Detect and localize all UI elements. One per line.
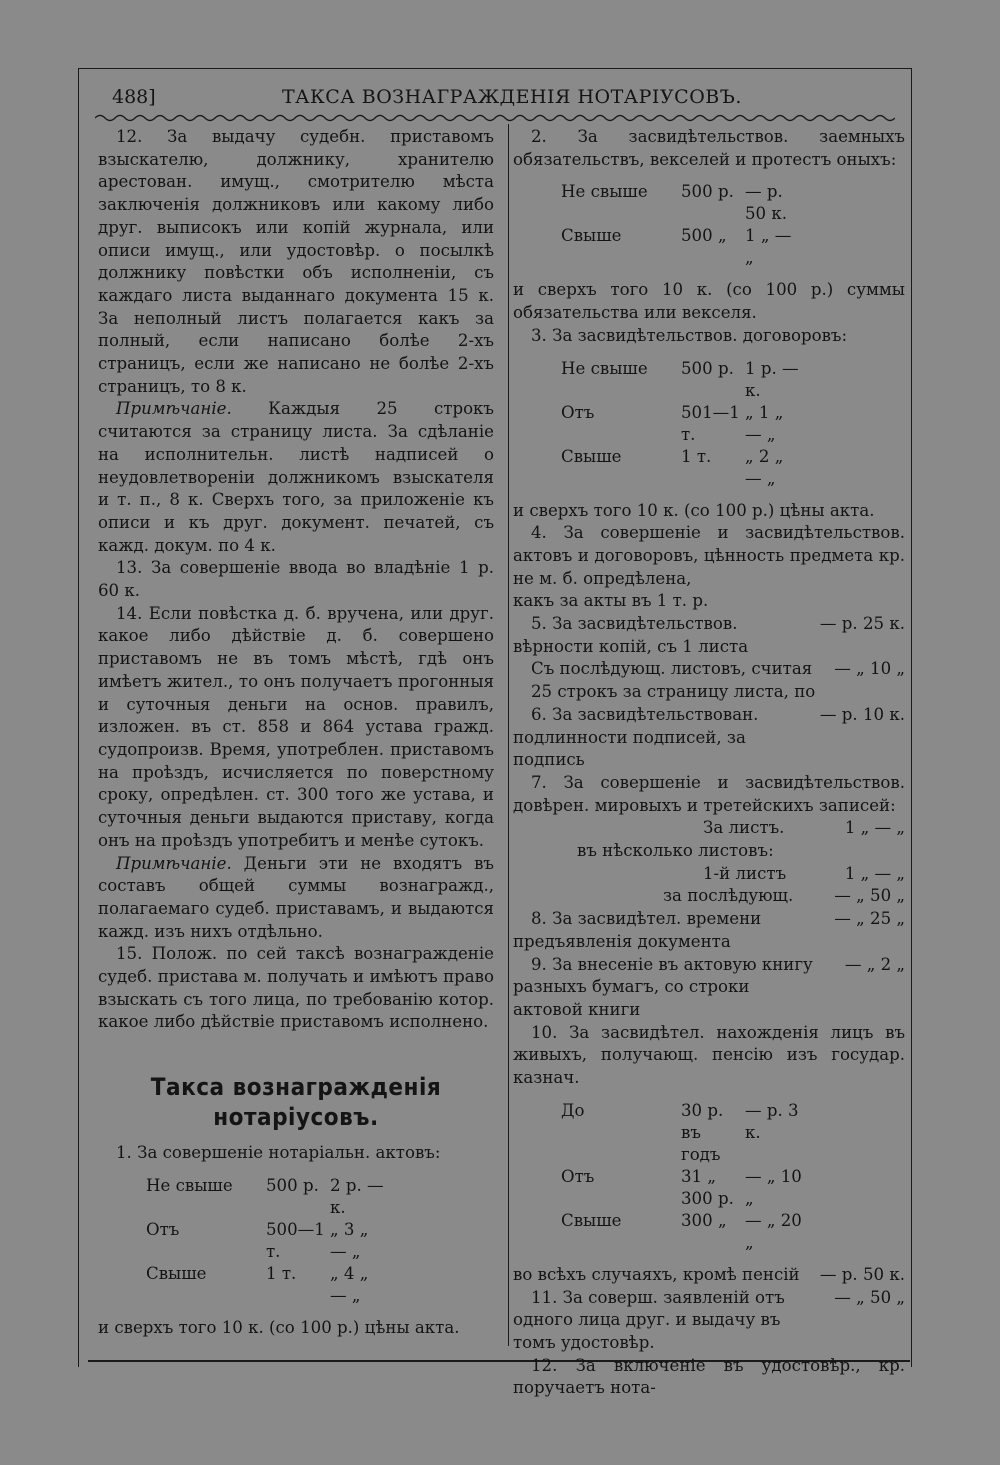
left-column xyxy=(98,126,494,1340)
tariff-7: 7. За совершеніе и засвидѣтельствов. довѣрен. мировыхъ и третейскихъ записей: xyxy=(513,772,905,815)
tariff-text: 11. За соверш. заявленій отъ одного лица друг. и выдачу въ томъ удостовѣр. xyxy=(513,1287,785,1352)
tariff-5a xyxy=(513,613,905,658)
rate-row xyxy=(146,1219,494,1263)
rate-fee: — „ 20 „ xyxy=(745,1210,802,1252)
rate-row xyxy=(561,225,905,269)
rate-amount: 30 р. въ годъ xyxy=(681,1100,724,1164)
tariff-text: во всѣхъ случаяхъ, кромѣ пенсій xyxy=(513,1264,800,1284)
tariff-text: 9. За внесеніе въ актовую книгу разныхъ бумагъ, со строки актовой книги xyxy=(513,954,813,1019)
tariff-value: — р. 25 к. xyxy=(819,614,905,634)
tariff-text: за послѣдующ. xyxy=(663,886,794,906)
rate-label: Свыше xyxy=(561,446,622,466)
tariff-4-tail: какъ за акты въ 1 т. р. xyxy=(513,591,709,611)
rate-fee: 1 р. — к. xyxy=(745,358,799,400)
rate-amount: 501—1 т. xyxy=(681,402,740,444)
rate-amount: 500 р. xyxy=(681,358,734,378)
rate-row xyxy=(561,1166,905,1210)
rate-label: Отъ xyxy=(146,1219,180,1239)
note-1 xyxy=(98,398,494,557)
rate-row xyxy=(561,1210,905,1254)
rate-label: Не свыше xyxy=(561,182,648,202)
rate-label: Отъ xyxy=(561,402,595,422)
tariff-value: — „ 50 „ xyxy=(834,1287,905,1307)
tariff-value: — р. 50 к. xyxy=(819,1264,905,1284)
rate-amount: 500 р. xyxy=(681,182,734,202)
tariff-2-table xyxy=(561,181,905,269)
tariff-text: За листъ. xyxy=(703,818,785,838)
tariff-text: 5. За засвидѣтельствов. вѣрности копій, съ 1 листа xyxy=(513,614,749,656)
rate-label: Отъ xyxy=(561,1166,595,1186)
tariff-3-note: и сверхъ того 10 к. (со 100 р.) цѣны акта. xyxy=(513,500,875,520)
tariff-3: 3. За засвидѣтельствов. договоровъ: xyxy=(531,325,848,345)
rate-fee: „ 3 „ — „ xyxy=(330,1219,369,1261)
running-title: ТАКСА ВОЗНАГРАЖДЕНІЯ НОТАРІУСОВЪ. xyxy=(282,86,742,108)
tariff-7d xyxy=(513,885,905,908)
tariff-7a xyxy=(513,817,905,840)
rate-amount: 500—1 т. xyxy=(266,1219,325,1261)
rate-row xyxy=(146,1175,494,1219)
note-2 xyxy=(98,853,494,944)
tariff-1: 1. За совершеніе нотаріальн. актовъ: xyxy=(116,1143,441,1163)
tariff-text: 8. За засвидѣтел. времени предъявленія документа xyxy=(513,909,762,951)
tariff-10-table xyxy=(561,1100,905,1254)
page-header xyxy=(112,86,882,114)
note-label: Примѣчаніе. xyxy=(116,853,232,873)
rate-fee: 2 р. — к. xyxy=(330,1175,384,1217)
rate-label: Свыше xyxy=(146,1263,207,1283)
note-label: Примѣчаніе. xyxy=(116,399,232,419)
rate-fee: „ 1 „ — „ xyxy=(745,402,784,444)
tariff-text: 6. За засвидѣтельствован. подлинности подписей, за подпись xyxy=(513,704,759,770)
rate-amount: 300 „ xyxy=(681,1210,727,1230)
tariff-5b xyxy=(513,658,905,703)
rate-row xyxy=(146,1263,494,1307)
rate-row xyxy=(561,1100,905,1166)
tariff-2: 2. За засвидѣтельствов. заемныхъ обязательствъ, векселей и протестъ оныхъ: xyxy=(513,127,905,169)
section-title: Такса вознагражденія нотаріусовъ. xyxy=(150,1073,442,1132)
rate-amount: 500 р. xyxy=(266,1175,319,1195)
tariff-12: 12. За включеніе въ удостовѣр., кр. поручаетъ нота- xyxy=(513,1355,905,1398)
rate-amount: 31 „ 300 р. xyxy=(681,1166,734,1208)
wavy-rule xyxy=(95,113,895,123)
rate-fee: — р. 3 к. xyxy=(745,1100,799,1142)
rate-row xyxy=(561,402,905,446)
tariff-value: — „ 50 „ xyxy=(834,886,905,906)
rate-fee: — „ 10 „ xyxy=(745,1166,802,1208)
item-15: 15. Полож. по сей таксѣ вознагражденіе судеб. пристава м. получать и имѣютъ право взыскать съ того лица, по требованію котор. какое либо дѣйствіе приставомъ исполнено. xyxy=(98,944,494,1032)
rate-label: До xyxy=(561,1100,585,1120)
tariff-10-note xyxy=(513,1264,905,1287)
tariff-11 xyxy=(513,1287,905,1355)
tariff-6 xyxy=(513,704,905,772)
rate-row xyxy=(561,181,905,225)
tariff-8 xyxy=(513,908,905,953)
tariff-value: — „ 25 „ xyxy=(834,909,905,929)
tariff-value: 1 „ — „ xyxy=(844,818,905,838)
note-text: Каждыя 25 строкъ считаются за страницу листа. За сдѣланіе на исполнительн. листѣ надписей о неудовлетвореніи должникомъ взыскателя и т. п., 8 к. Сверхъ того, за приложеніе къ описи и къ друг. документ. печатей, съ кажд. докум. по 4 к. xyxy=(98,399,494,555)
tariff-2-note: и сверхъ того 10 к. (со 100 р.) суммы обязательства или векселя. xyxy=(513,280,905,323)
rate-fee: 1 „ — „ xyxy=(745,226,792,268)
tariff-7c xyxy=(513,863,905,886)
rate-label: Не свыше xyxy=(146,1175,233,1195)
rate-label: Не свыше xyxy=(561,358,648,378)
rate-row xyxy=(561,446,905,490)
rate-amount: 1 т. xyxy=(266,1263,297,1283)
column-divider xyxy=(508,124,509,1346)
tariff-value: — р. 10 к. xyxy=(819,704,905,724)
tariff-7b: въ нѣсколько листовъ: xyxy=(577,841,774,861)
rate-fee: — р. 50 к. xyxy=(745,182,788,224)
tariff-text: 1-й листъ xyxy=(703,863,787,883)
tariff-9 xyxy=(513,954,905,1022)
tariff-10: 10. За засвидѣтел. нахожденія лицъ въ живыхъ, получающ. пенсію изъ государ. казнач. xyxy=(513,1022,905,1088)
note-text: Деньги эти не входятъ въ составъ общей суммы вознагражд., полагаемаго судеб. приставамъ, и выдаются кажд. изъ нихъ отдѣльно. xyxy=(98,853,494,941)
tariff-value: — „ 2 „ xyxy=(844,954,905,974)
tariff-value: — „ 10 „ xyxy=(834,659,905,679)
rate-label: Свыше xyxy=(561,226,622,246)
right-column xyxy=(513,126,905,1400)
page-number: 488] xyxy=(112,86,156,108)
rate-amount: 1 т. xyxy=(681,446,712,466)
tariff-1-table xyxy=(146,1175,494,1307)
rate-row xyxy=(561,358,905,402)
item-12: 12. За выдачу судебн. приставомъ взыскателю, должнику, хранителю арестован. имущ., смотрителю мѣста заключенія должниковъ или какому либо друг. выписокъ или копій журнала, или описи имущ., или удостовѣр. о посылкѣ должнику повѣстки объ исполненіи, съ каждаго листа выданнаго документа 15 к. За неполный листъ полагается какъ за полный, если написано болѣе 2-хъ страницъ, если же написано не болѣе 2-хъ страницъ, то 8 к. xyxy=(98,127,494,396)
tariff-4: 4. За совершеніе и засвидѣтельствов. актовъ и договоровъ, цѣнность предмета кр. не м. б. опредѣлена, xyxy=(513,523,905,588)
item-14: 14. Если повѣстка д. б. вручена, или друг. какое либо дѣйствіе д. б. совершено приставомъ не въ томъ мѣстѣ, гдѣ онъ имѣетъ жител., то онъ получаетъ прогонныя и суточныя деньги на основ. правилъ, изложен. въ ст. 858 и 864 устава гражд. судопроизв. Время, употреблен. приставомъ на проѣздъ, исчисляется по поверстному сроку, опредѣлен. ст. 300 того же устава, и суточныя деньги выдаются приставу, когда онъ на проѣздъ употребитъ и менѣе сутокъ. xyxy=(98,603,494,850)
item-13: 13. За совершеніе ввода во владѣніе 1 р. 60 к. xyxy=(98,558,494,601)
tariff-1-note: и сверхъ того 10 к. (со 100 р.) цѣны акта. xyxy=(98,1317,460,1337)
tariff-3-table xyxy=(561,358,905,490)
rate-fee: „ 4 „ — „ xyxy=(330,1263,369,1305)
rate-amount: 500 „ xyxy=(681,226,727,246)
tariff-text: Съ послѣдующ. листовъ, считая 25 строкъ за страницу листа, по xyxy=(531,659,816,702)
rate-fee: „ 2 „ — „ xyxy=(745,446,784,488)
tariff-value: 1 „ — „ xyxy=(844,863,905,883)
rate-label: Свыше xyxy=(561,1210,622,1230)
